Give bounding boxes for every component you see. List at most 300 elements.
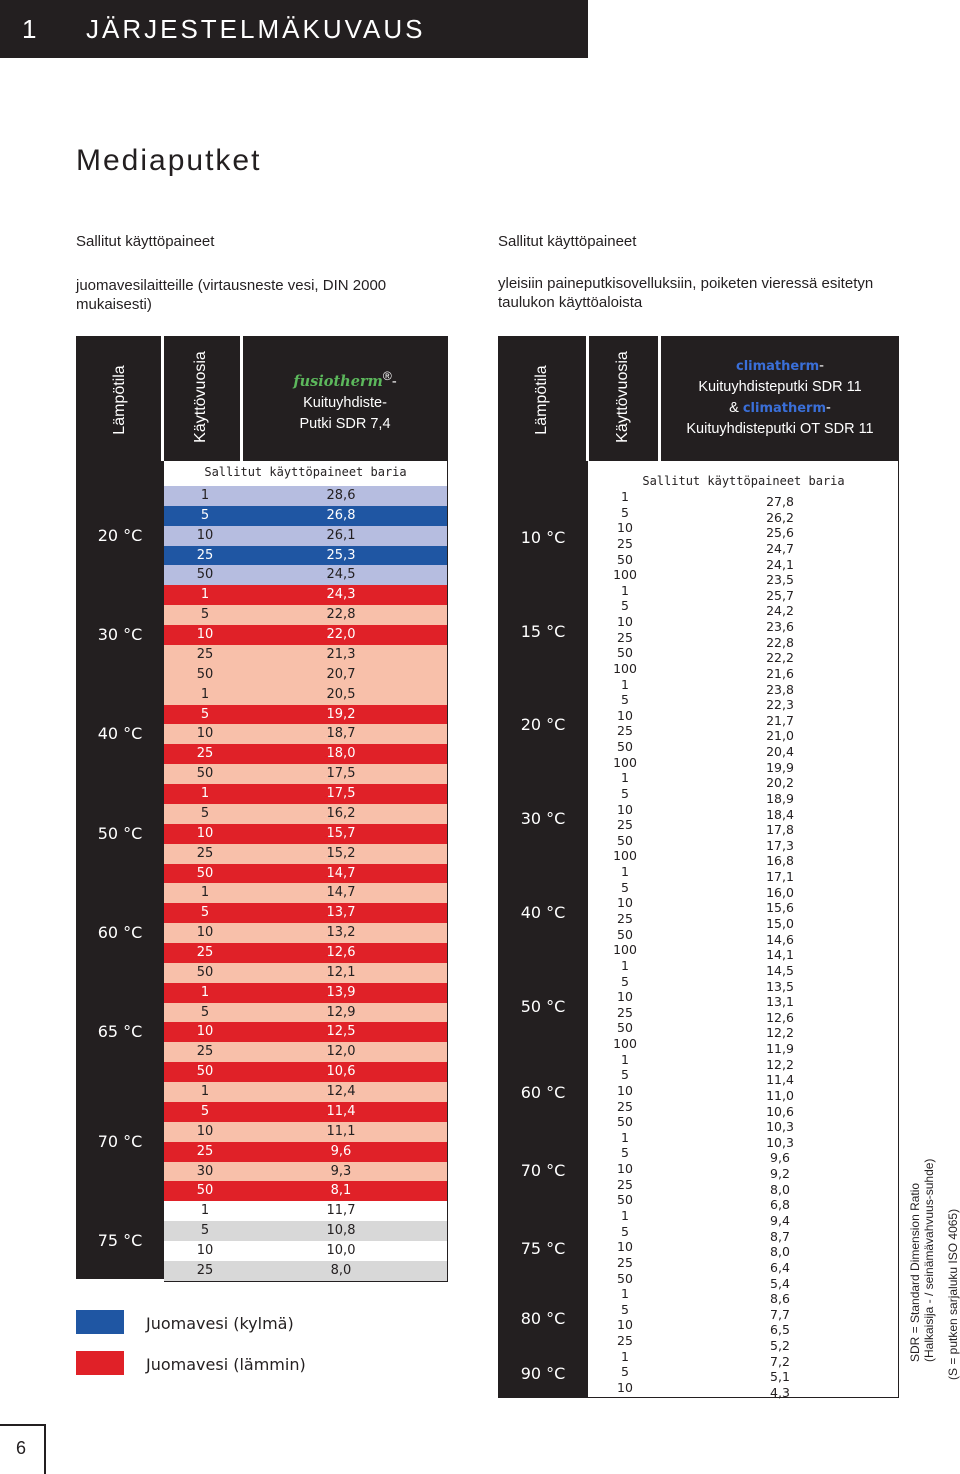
years-cell: 1 (200, 686, 210, 702)
product-line: Kuituyhdisteputki OT SDR 11 (686, 421, 874, 437)
pressure-cell: 16,0 (766, 884, 794, 900)
pressure-cell: 15,7 (326, 825, 356, 841)
right-table-row (588, 1317, 899, 1338)
years-cell: 5 (621, 504, 629, 520)
pressure-cell: 7,7 (770, 1306, 790, 1322)
right-table-row (588, 535, 899, 556)
years-cell: 10 (617, 1082, 633, 1098)
right-table-row (588, 754, 899, 775)
pressure-cell: 4,3 (770, 1384, 790, 1400)
left-table-row (164, 685, 447, 705)
left-table-row (164, 1181, 447, 1201)
left-table-row (164, 1082, 447, 1102)
fusiotherm-logo: fusiotherm (293, 372, 383, 390)
left-table-row (164, 1221, 447, 1241)
years-cell: 25 (617, 1004, 633, 1020)
right-table-row (588, 692, 899, 713)
legend-swatch-cold (76, 1310, 124, 1334)
pressure-cell: 11,7 (326, 1203, 356, 1219)
right-table-row (588, 614, 899, 635)
right-table-row (588, 1348, 899, 1369)
years-cell: 100 (613, 848, 637, 864)
left-table-row (164, 1102, 447, 1122)
right-table-row (588, 1020, 899, 1041)
pressure-cell: 12,9 (326, 1004, 356, 1020)
left-table-row (164, 645, 447, 665)
right-header-divider (586, 336, 589, 461)
pressure-cell: 11,4 (766, 1072, 794, 1088)
legend-label-cold: Juomavesi (kylmä) (146, 1314, 294, 1333)
left-table-row (164, 1201, 447, 1221)
years-cell: 10 (196, 925, 214, 941)
years-cell: 1 (621, 582, 629, 598)
right-table-row (588, 707, 899, 728)
years-cell: 5 (200, 905, 210, 921)
years-cell: 5 (200, 607, 210, 623)
years-cell: 25 (617, 723, 633, 739)
right-table-row (588, 504, 899, 525)
pressure-cell: 18,0 (326, 746, 356, 762)
years-cell: 50 (196, 766, 214, 782)
pressure-cell: 12,0 (326, 1044, 356, 1060)
left-table-row (164, 605, 447, 625)
pressure-cell: 18,9 (766, 790, 794, 806)
right-table-row (588, 489, 899, 509)
pressure-cell: 6,4 (770, 1259, 790, 1275)
left-table-row (164, 1042, 447, 1062)
right-header-divider (658, 336, 661, 461)
product-line: Kuituyhdisteputki SDR 11 (698, 379, 862, 395)
left-table-row (164, 585, 447, 605)
years-cell: 50 (196, 964, 214, 980)
left-table-row (164, 1003, 447, 1023)
years-cell: 10 (617, 1239, 633, 1255)
pressure-cell: 26,8 (326, 507, 356, 523)
right-table-row (588, 723, 899, 744)
years-cell: 50 (617, 1270, 633, 1286)
right-table-row (588, 973, 899, 994)
right-temperature-label: 80 °C (520, 1309, 566, 1329)
pressure-cell: 13,2 (326, 925, 356, 941)
pressure-cell: 23,8 (766, 681, 794, 697)
pressure-cell: 10,6 (766, 1103, 794, 1119)
pressure-cell: 17,3 (766, 837, 794, 853)
chapter-title: JÄRJESTELMÄKUVAUS (86, 14, 426, 44)
left-table-row (164, 1162, 447, 1182)
pressure-cell: 8,1 (330, 1183, 352, 1199)
years-cell: 1 (621, 489, 629, 504)
pressure-cell: 8,0 (330, 1262, 352, 1278)
years-cell: 1 (200, 984, 210, 1000)
years-cell: 25 (196, 1044, 214, 1060)
years-cell: 50 (196, 1183, 214, 1199)
right-temperature-label: 50 °C (520, 996, 566, 1016)
pressure-cell: 11,4 (326, 1103, 356, 1119)
pressure-cell: 18,7 (326, 726, 356, 742)
right-table-row (588, 911, 899, 931)
climatherm-logo: climatherm (735, 359, 820, 374)
right-table-row (588, 1301, 899, 1322)
right-table-row (588, 1067, 899, 1088)
right-table-row (588, 1239, 899, 1260)
right-table-row (588, 926, 899, 947)
years-cell: 25 (617, 817, 633, 833)
right-table-row (588, 567, 899, 588)
right-table-row (588, 1051, 899, 1072)
pressure-cell: 22,8 (766, 634, 794, 650)
pressure-cell: 13,1 (766, 994, 794, 1010)
pressure-cell: 8,6 (770, 1291, 790, 1307)
years-cell: 5 (621, 1223, 629, 1239)
years-cell: 1 (621, 676, 629, 692)
pressure-cell: 27,8 (766, 494, 794, 509)
right-table-row (588, 1254, 899, 1275)
right-table-row (588, 1192, 899, 1213)
pressure-cell: 12,2 (766, 1056, 794, 1072)
registered-mark: ® (382, 369, 392, 383)
pressure-cell: 8,0 (770, 1244, 790, 1260)
left-temperature-label: 20 °C (97, 525, 143, 545)
legend-swatch-warm (76, 1351, 124, 1375)
years-cell: 1 (621, 957, 629, 973)
climatherm-logo: climatherm (742, 401, 827, 416)
left-col-years: Käyttövuosia (192, 351, 209, 443)
left-table-row (164, 705, 447, 725)
years-cell: 1 (200, 786, 210, 802)
left-table-row (164, 923, 447, 943)
right-temperature-label: 90 °C (520, 1364, 566, 1384)
years-cell: 25 (617, 1098, 633, 1114)
right-table-row (588, 660, 899, 681)
pressure-cell: 6,5 (770, 1322, 790, 1338)
right-table-row (588, 1145, 899, 1166)
left-table-row (164, 486, 447, 506)
left-col-temperature: Lämpötila (111, 365, 128, 435)
years-cell: 25 (617, 911, 633, 926)
years-cell: 5 (621, 973, 629, 989)
years-cell: 50 (617, 1114, 633, 1130)
years-cell: 25 (196, 547, 214, 563)
side-note-ratio: (Halkaisija - / seinämävahvuus-suhde) (922, 1158, 936, 1362)
right-table-row (588, 1333, 899, 1354)
pressure-cell: 25,3 (326, 547, 356, 563)
years-cell: 25 (196, 1143, 214, 1159)
years-cell: 1 (621, 864, 629, 880)
right-temperature-label: 15 °C (520, 621, 566, 641)
years-cell: 50 (617, 1020, 633, 1036)
years-cell: 25 (196, 845, 214, 861)
pressure-cell: 12,6 (766, 1009, 794, 1025)
years-cell: 25 (617, 535, 633, 551)
years-cell: 100 (613, 567, 637, 583)
left-header-divider (161, 336, 164, 461)
years-cell: 50 (617, 739, 633, 755)
right-temperature-label: 20 °C (520, 715, 566, 735)
years-cell: 10 (196, 1123, 214, 1139)
product-line: Putki SDR 7,4 (299, 415, 391, 432)
left-table-row (164, 824, 447, 844)
pressure-cell: 12,2 (766, 1025, 794, 1041)
years-cell: 5 (621, 879, 629, 895)
pressure-cell: 18,4 (766, 806, 794, 822)
right-table-row (588, 676, 899, 697)
left-pressure-label: Sallitut käyttöpaineet baria (204, 465, 407, 479)
right-table-row (588, 1223, 899, 1244)
pressure-cell: 15,0 (766, 916, 794, 931)
left-temperature-column (76, 461, 164, 1279)
years-cell: 10 (617, 707, 633, 723)
years-cell: 25 (617, 1176, 633, 1192)
years-cell: 100 (613, 942, 637, 958)
left-table-row (164, 724, 447, 744)
left-temperature-label: 50 °C (97, 823, 143, 843)
left-temperature-label: 75 °C (97, 1231, 143, 1251)
pressure-cell: 24,7 (766, 540, 794, 556)
pressure-cell: 8,7 (770, 1228, 790, 1244)
pressure-cell: 5,4 (770, 1275, 790, 1291)
side-note-series: (S = putken sarjaluku ISO 4065) (946, 1208, 960, 1380)
years-cell: 50 (617, 832, 633, 848)
left-table-row (164, 804, 447, 824)
years-cell: 5 (621, 692, 629, 708)
years-cell: 1 (200, 885, 210, 901)
years-cell: 10 (196, 627, 214, 643)
years-cell: 100 (613, 660, 637, 676)
right-table-row (588, 1129, 899, 1150)
left-table-row (164, 1022, 447, 1042)
years-cell: 10 (617, 989, 633, 1005)
pressure-cell: 10,6 (326, 1064, 356, 1080)
right-table-row (588, 582, 899, 603)
pressure-cell: 28,6 (326, 488, 356, 503)
section-title: Mediaputket (76, 144, 262, 177)
right-temperature-label: 60 °C (520, 1082, 566, 1102)
pressure-cell: 14,1 (766, 947, 794, 963)
pressure-cell: 21,3 (326, 646, 356, 662)
left-temperature-label: 60 °C (97, 923, 143, 943)
years-cell: 50 (617, 551, 633, 567)
legend-label-warm: Juomavesi (lämmin) (146, 1355, 306, 1374)
right-table-row (588, 629, 899, 650)
right-table-row (588, 1082, 899, 1103)
right-table-row (588, 1114, 899, 1135)
pressure-cell: 17,5 (326, 786, 356, 802)
pressure-cell: 5,2 (770, 1338, 790, 1354)
pressure-cell: 9,6 (770, 1150, 790, 1166)
right-temperature-label: 70 °C (520, 1160, 566, 1180)
pressure-cell: 17,8 (766, 822, 794, 838)
pressure-cell: 13,7 (326, 905, 356, 921)
years-cell: 50 (196, 1064, 214, 1080)
pressure-cell: 25,7 (766, 587, 794, 603)
right-table-row (588, 801, 899, 822)
pressure-cell: 8,0 (770, 1181, 790, 1197)
years-cell: 10 (196, 825, 214, 841)
years-cell: 30 (196, 1163, 214, 1179)
years-cell: 10 (617, 1379, 633, 1395)
years-cell: 1 (621, 1286, 629, 1302)
years-cell: 10 (196, 726, 214, 742)
years-cell: 1 (200, 1203, 210, 1219)
pressure-cell: 13,9 (326, 984, 356, 1000)
pressure-cell: 17,1 (766, 869, 794, 885)
years-cell: 5 (200, 1103, 210, 1119)
years-cell: 1 (621, 1348, 629, 1364)
years-cell: 5 (200, 1004, 210, 1020)
pressure-cell: 21,7 (766, 712, 794, 728)
years-cell: 10 (617, 520, 633, 536)
pressure-cell: 14,7 (326, 885, 356, 901)
left-table-row (164, 526, 447, 546)
pressure-cell: 22,8 (326, 607, 356, 623)
product-dash: - (391, 373, 397, 390)
years-cell: 1 (621, 770, 629, 786)
pressure-cell: 12,5 (326, 1024, 356, 1040)
right-table-row (588, 879, 899, 900)
years-cell: 1 (621, 1129, 629, 1145)
pressure-cell: 11,0 (766, 1087, 794, 1103)
pressure-cell: 14,5 (766, 962, 794, 978)
pressure-cell: 17,5 (326, 766, 356, 782)
page-number: 6 (16, 1438, 27, 1458)
left-table-row (164, 1122, 447, 1142)
pressure-cell: 23,5 (766, 572, 794, 588)
right-table-row (588, 895, 899, 916)
right-table-row (588, 520, 899, 541)
years-cell: 50 (617, 926, 633, 942)
years-cell: 25 (196, 1262, 214, 1278)
pressure-cell: 9,2 (770, 1166, 790, 1182)
pressure-cell: 15,6 (766, 900, 794, 916)
right-table-row (588, 1161, 899, 1182)
right-table-row (588, 739, 899, 760)
years-cell: 100 (613, 1036, 637, 1052)
right-table-row (588, 551, 899, 572)
years-cell: 25 (196, 746, 214, 762)
years-cell: 1 (621, 1051, 629, 1067)
left-table-row (164, 1261, 447, 1281)
pressure-cell: 16,2 (326, 805, 356, 821)
right-subtitle: Sallitut käyttöpaineet (498, 233, 637, 250)
right-temperature-label: 75 °C (520, 1239, 566, 1259)
pressure-cell: 10,8 (326, 1223, 356, 1239)
left-header-divider (240, 336, 243, 461)
right-table-row (588, 1364, 899, 1385)
right-table-row (588, 832, 899, 853)
left-table-row (164, 744, 447, 764)
years-cell: 10 (196, 527, 214, 543)
pressure-cell: 19,9 (766, 759, 794, 775)
right-table-row (588, 848, 899, 869)
right-table-row (588, 1270, 899, 1291)
years-cell: 50 (196, 865, 214, 881)
pressure-cell: 22,2 (766, 650, 794, 666)
years-cell: 50 (617, 645, 633, 661)
years-cell: 25 (196, 945, 214, 960)
pressure-cell: 24,1 (766, 556, 794, 572)
years-cell: 10 (617, 801, 633, 817)
left-table-row (164, 784, 447, 804)
years-cell: 1 (200, 488, 210, 503)
right-table-row (588, 942, 899, 963)
pressure-cell: 15,2 (326, 845, 356, 861)
right-table-row (588, 957, 899, 978)
pressure-cell: 22,3 (766, 697, 794, 713)
years-cell: 5 (621, 1301, 629, 1317)
right-table-row (588, 1098, 899, 1119)
right-table-row (588, 1176, 899, 1197)
product-dash: - (826, 400, 831, 416)
pressure-cell: 10,0 (326, 1243, 356, 1259)
years-cell: 5 (621, 785, 629, 801)
pressure-cell: 20,7 (326, 666, 356, 682)
pressure-cell: 9,3 (330, 1163, 352, 1179)
left-temperature-label: 65 °C (97, 1022, 143, 1042)
right-table-row (588, 817, 899, 838)
right-table-row (588, 645, 899, 666)
years-cell: 10 (617, 1317, 633, 1333)
left-table-row (164, 546, 447, 566)
right-table-row (588, 864, 899, 885)
right-table-row (588, 989, 899, 1010)
pressure-cell: 24,2 (766, 603, 794, 619)
pressure-cell: 14,6 (766, 931, 794, 947)
right-product-name (662, 356, 898, 440)
left-temperature-label: 70 °C (97, 1131, 143, 1151)
chapter-number: 1 (22, 14, 37, 44)
years-cell: 25 (617, 1333, 633, 1349)
years-cell: 100 (613, 754, 637, 770)
years-cell: 10 (196, 1024, 214, 1040)
years-cell: 1 (200, 587, 210, 603)
pressure-cell: 21,0 (766, 728, 794, 744)
years-cell: 25 (196, 646, 214, 662)
left-table-row (164, 963, 447, 983)
pressure-cell: 12,4 (326, 1084, 356, 1100)
right-description: yleisiin paineputkisovelluksiin, poiketen vieressä esitetyn taulukon käyttöaloista (498, 275, 874, 311)
right-temperature-label: 40 °C (520, 903, 566, 922)
right-table-row (588, 1379, 899, 1400)
pressure-cell: 24,3 (326, 587, 356, 603)
years-cell: 1 (621, 1207, 629, 1223)
product-amp: & (729, 400, 743, 416)
right-temperature-label: 30 °C (520, 809, 566, 829)
years-cell: 5 (200, 706, 210, 722)
years-cell: 5 (621, 1364, 629, 1380)
pressure-cell: 16,8 (766, 853, 794, 869)
pressure-cell: 10,3 (766, 1134, 794, 1150)
years-cell: 50 (196, 567, 214, 583)
right-table-row (588, 1286, 899, 1307)
pressure-cell: 21,6 (766, 665, 794, 681)
left-table-row (164, 506, 447, 526)
left-table-row (164, 565, 447, 585)
right-table-row (588, 770, 899, 791)
left-description: juomavesilaitteille (virtausneste vesi, DIN 2000 mukaisesti) (76, 277, 387, 313)
years-cell: 25 (617, 629, 633, 645)
years-cell: 5 (621, 598, 629, 614)
pressure-cell: 26,1 (326, 527, 356, 543)
years-cell: 25 (617, 1254, 633, 1270)
years-cell: 10 (617, 895, 633, 911)
right-temperature-label: 10 °C (520, 527, 566, 547)
pressure-cell: 7,2 (770, 1353, 790, 1369)
pressure-cell: 9,6 (330, 1143, 352, 1159)
pressure-cell: 20,2 (766, 775, 794, 791)
left-product-name (246, 366, 444, 435)
years-cell: 5 (621, 1067, 629, 1083)
left-temperature-label: 40 °C (97, 724, 143, 744)
